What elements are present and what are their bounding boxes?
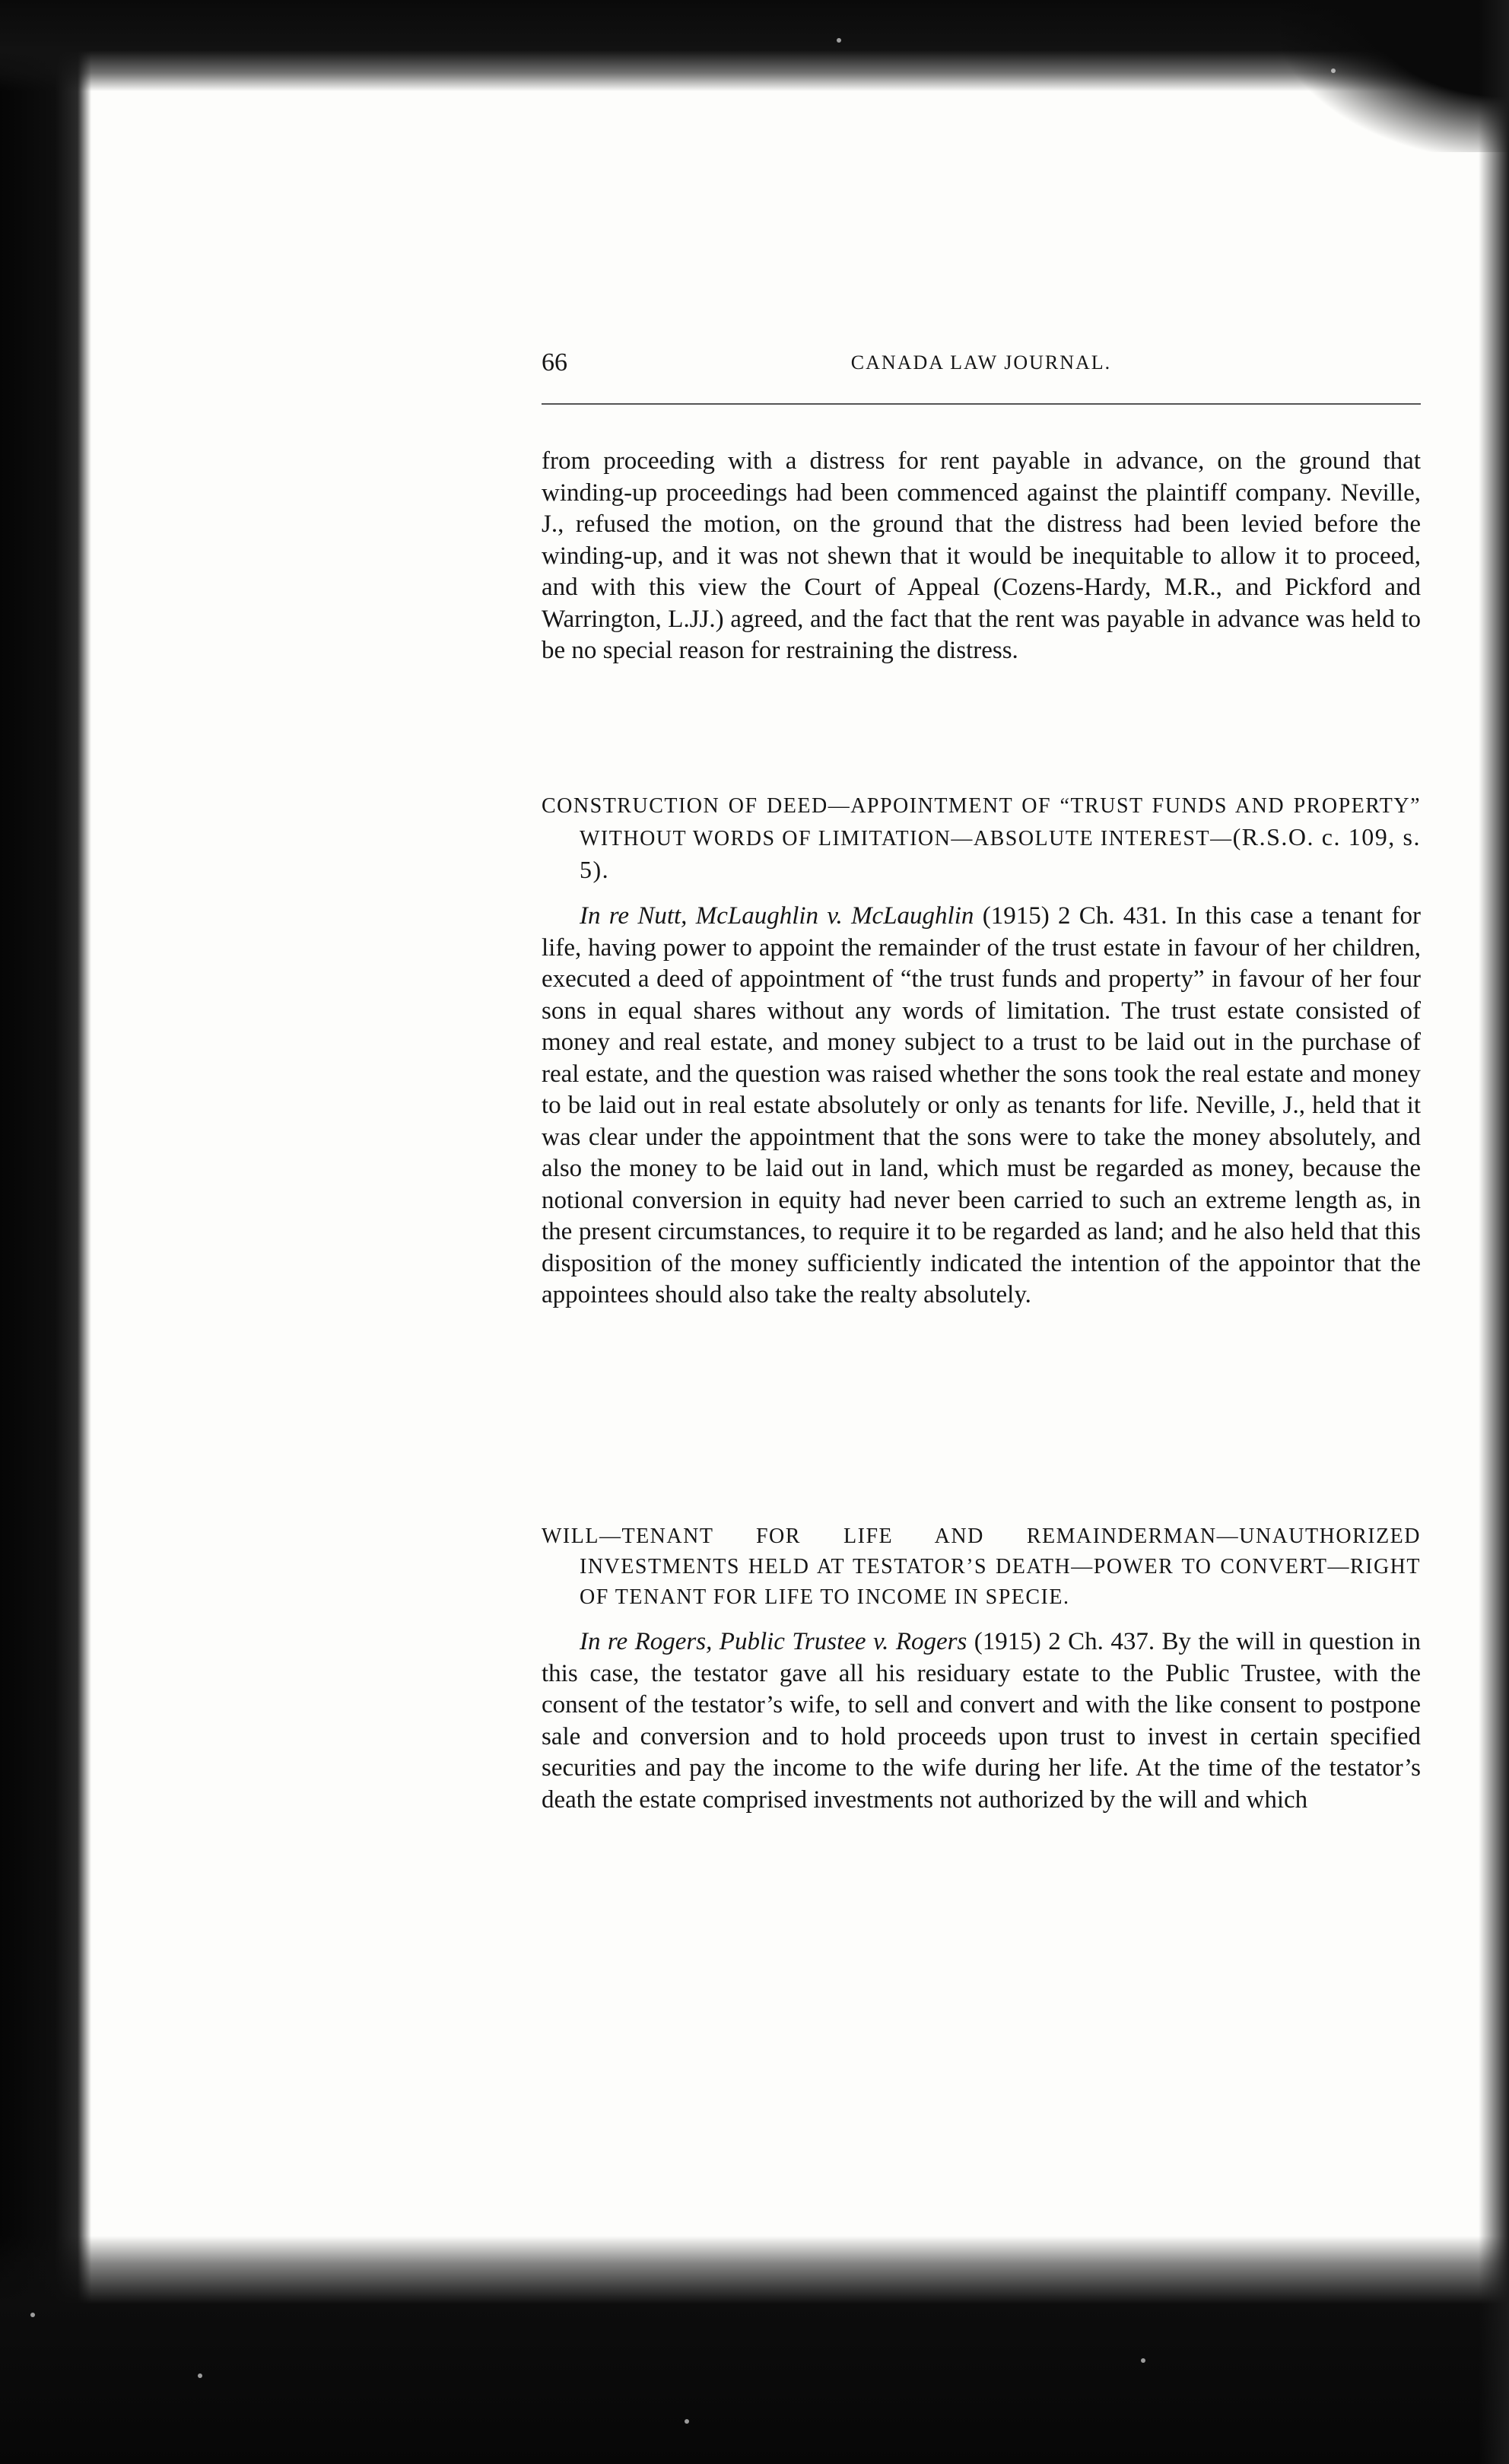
scan-border-bottom: [0, 2236, 1509, 2464]
case-paragraph: [542, 901, 1421, 1311]
page-header: [542, 335, 1421, 380]
case-body: By the will in question in this case, the testator gave all his residuary estate to the Public Trustee, with the consent of the testator’s wife, to sell and convert and with the like consent to postpone sale and conversion and to hold proceeds upon trust to invest in certain specified securities and pay the income to the wife during her life. At the time of the testator’s death the estate comprised investments not authorized by the will and which: [542, 1628, 1421, 1814]
scan-border-top-right: [1281, 0, 1509, 152]
case-name: In re Rogers, Public Trustee v. Rogers: [580, 1628, 967, 1655]
case-paragraph: [542, 1626, 1421, 1816]
section-heading: WILL—TENANT FOR LIFE AND REMAINDERMAN—UNAUTHORIZED INVESTMENTS HELD AT TESTATOR’S DEATH—POWER TO CONVERT—RIGHT OF TENANT FOR LIFE TO INCOME IN SPECIE.: [542, 1525, 1421, 1609]
section-will-tenant-for-life: [542, 1521, 1421, 1816]
case-citation: (1915) 2 Ch. 437.: [974, 1628, 1155, 1655]
running-title: CANADA LAW JOURNAL.: [850, 351, 1112, 374]
intro-paragraph: from proceeding with a distress for rent payable in advance, on the ground that winding-up proceedings had been commenced against the plaintiff company. Neville, J., refused the motion, on the ground that the distress had been levied before the winding-up, and it was not shewn that it would be inequitable to allow it to proceed, and with this view the Court of Appeal (Cozens-Hardy, M.R., and Pickford and Warrington, L.JJ.) agreed, and the fact that the rent was payable in advance was held to be no special reason for restraining the distress.: [542, 447, 1421, 664]
case-name: In re Nutt, McLaughlin v. McLaughlin: [580, 902, 974, 930]
scan-speck: [1331, 68, 1336, 73]
scan-speck: [837, 38, 841, 43]
header-rule: [542, 403, 1421, 405]
scan-speck: [30, 2313, 35, 2317]
case-body: In this case a tenant for life, having power to appoint the remainder of the trust estate in favour of her children, executed a deed of appointment of “the trust funds and property” in favour of her four sons in equal shares without any words of limitation. The trust estate consisted of money and real estate, and money subject to a trust to be laid out in the purchase of real estate, and the question was raised whether the sons took the real estate and money to be laid out in real estate absolutely or only as tenants for life. Neville, J., held that it was clear under the appointment that the sons were to take the money absolutely, and also the money to be laid out in land, which must be regarded as money, because the notional conversion in equity had never been carried to such an extreme length as, in the present circumstances, to require it to be regarded as land; and he also held that this disposition of the money sufficiently indicated the intention of the appointor that the appointees should also take the realty absolutely.: [542, 902, 1422, 1308]
section-heading-reference: (R.S.O. c. 109, s. 5).: [580, 823, 1421, 883]
scan-border-right: [1479, 0, 1509, 2464]
scan-speck: [685, 2419, 689, 2424]
page-number: 66: [542, 348, 567, 377]
intro-section: [542, 446, 1421, 667]
case-citation: (1915) 2 Ch. 431.: [982, 902, 1167, 930]
journal-page: [542, 335, 1422, 1814]
section-construction-of-deed: [542, 791, 1421, 1311]
section-heading: [542, 791, 1421, 887]
scan-speck: [1141, 2358, 1145, 2363]
section-heading-text: CONSTRUCTION OF DEED—APPOINTMENT OF “TRUST FUNDS AND PROPERTY” WITHOUT WORDS OF LIMITATION—ABSOLUTE INTEREST—: [542, 794, 1421, 850]
scan-border-left: [0, 0, 91, 2464]
scan-speck: [198, 2373, 202, 2378]
